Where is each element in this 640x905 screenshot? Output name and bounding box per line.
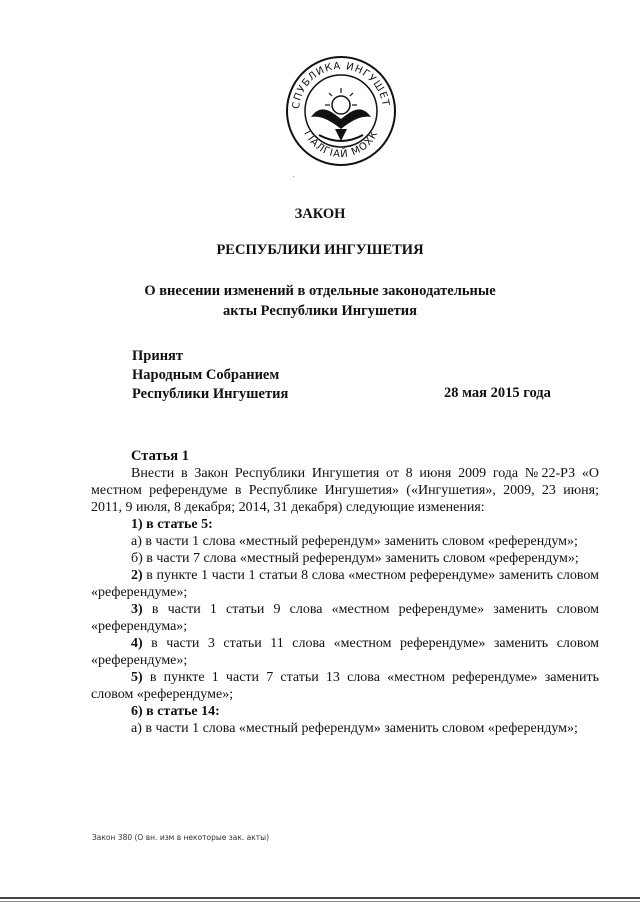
article-intro: Внести в Закон Республики Ингушетия от 8 июня 2009 года №22-РЗ «О местном референдуме в Республике Ингушетия» («Ингушетия», 2009, 23 июня; 2011, 9 июля, 8 декабря; 2014, 31 декабря) следующие изменения: bbox=[91, 466, 599, 515]
article-body bbox=[91, 448, 599, 737]
item-4-text: в части 3 статьи 11 слова «местном референдуме» заменить словом «референдуме»; bbox=[91, 636, 599, 668]
scan-edge-line-2 bbox=[0, 901, 640, 902]
adoption-date: 28 мая 2015 года bbox=[444, 385, 551, 401]
svg-text:РЕСПУБЛИКА ИНГУШЕТИЯ: СПУБЛИКА ИНГУШЕТ bbox=[290, 60, 391, 110]
item-6-a: а) в части 1 слова «местный референдум» заменить словом «референдум»; bbox=[131, 721, 578, 736]
document-type: ЗАКОН bbox=[294, 206, 346, 222]
document-republic: РЕСПУБЛИКИ ИНГУШЕТИЯ bbox=[216, 242, 424, 258]
item-5-text: в пункте 1 части 7 статьи 13 слова «местном референдуме» заменить словом «референдуме»; bbox=[91, 670, 599, 702]
item-3 bbox=[91, 601, 599, 635]
item-6-heading: 6) в статье 14: bbox=[131, 704, 220, 719]
adoption-block bbox=[132, 347, 288, 404]
coat-of-arms-seal bbox=[285, 55, 397, 167]
item-5-number: 5) bbox=[131, 670, 143, 685]
item-1-b: б) в части 7 слова «местный референдум» заменить словом «референдум»; bbox=[131, 551, 579, 566]
item-4-number: 4) bbox=[131, 636, 143, 651]
item-1-a: а) в части 1 слова «местный референдум» заменить словом «референдум»; bbox=[131, 534, 578, 549]
subject-line-2: акты Республики Ингушетия bbox=[223, 303, 417, 319]
subject-line-1: О внесении изменений в отдельные законодательные bbox=[144, 283, 496, 299]
item-5 bbox=[91, 669, 599, 703]
item-4 bbox=[91, 635, 599, 669]
adoption-line-2: Народным Собранием bbox=[132, 367, 280, 383]
svg-text:ГІАЛГІАЙ МОХК: ГІАЛГІАЙ МОХК bbox=[301, 128, 381, 161]
footer-file-label: Закон 380 (О вн. изм в некоторые зак. акты) bbox=[92, 833, 270, 842]
item-1-heading: 1) в статье 5: bbox=[131, 517, 213, 532]
item-2 bbox=[91, 567, 599, 601]
adoption-line-1: Принят bbox=[132, 348, 184, 364]
item-3-number: 3) bbox=[131, 602, 143, 617]
item-2-number: 2) bbox=[131, 568, 143, 583]
article-title: Статья 1 bbox=[131, 448, 189, 464]
adoption-line-3: Республики Ингушетия bbox=[132, 386, 289, 402]
document-subject bbox=[0, 281, 640, 321]
scan-edge-line bbox=[0, 897, 640, 899]
scan-mark: · bbox=[292, 172, 296, 183]
item-3-text: в части 1 статьи 9 слова «местном референдуме» заменить словом «референдума»; bbox=[91, 602, 599, 634]
item-2-text: в пункте 1 части 1 статьи 8 слова «местном референдуме» заменить словом «референдуме»; bbox=[91, 568, 599, 600]
